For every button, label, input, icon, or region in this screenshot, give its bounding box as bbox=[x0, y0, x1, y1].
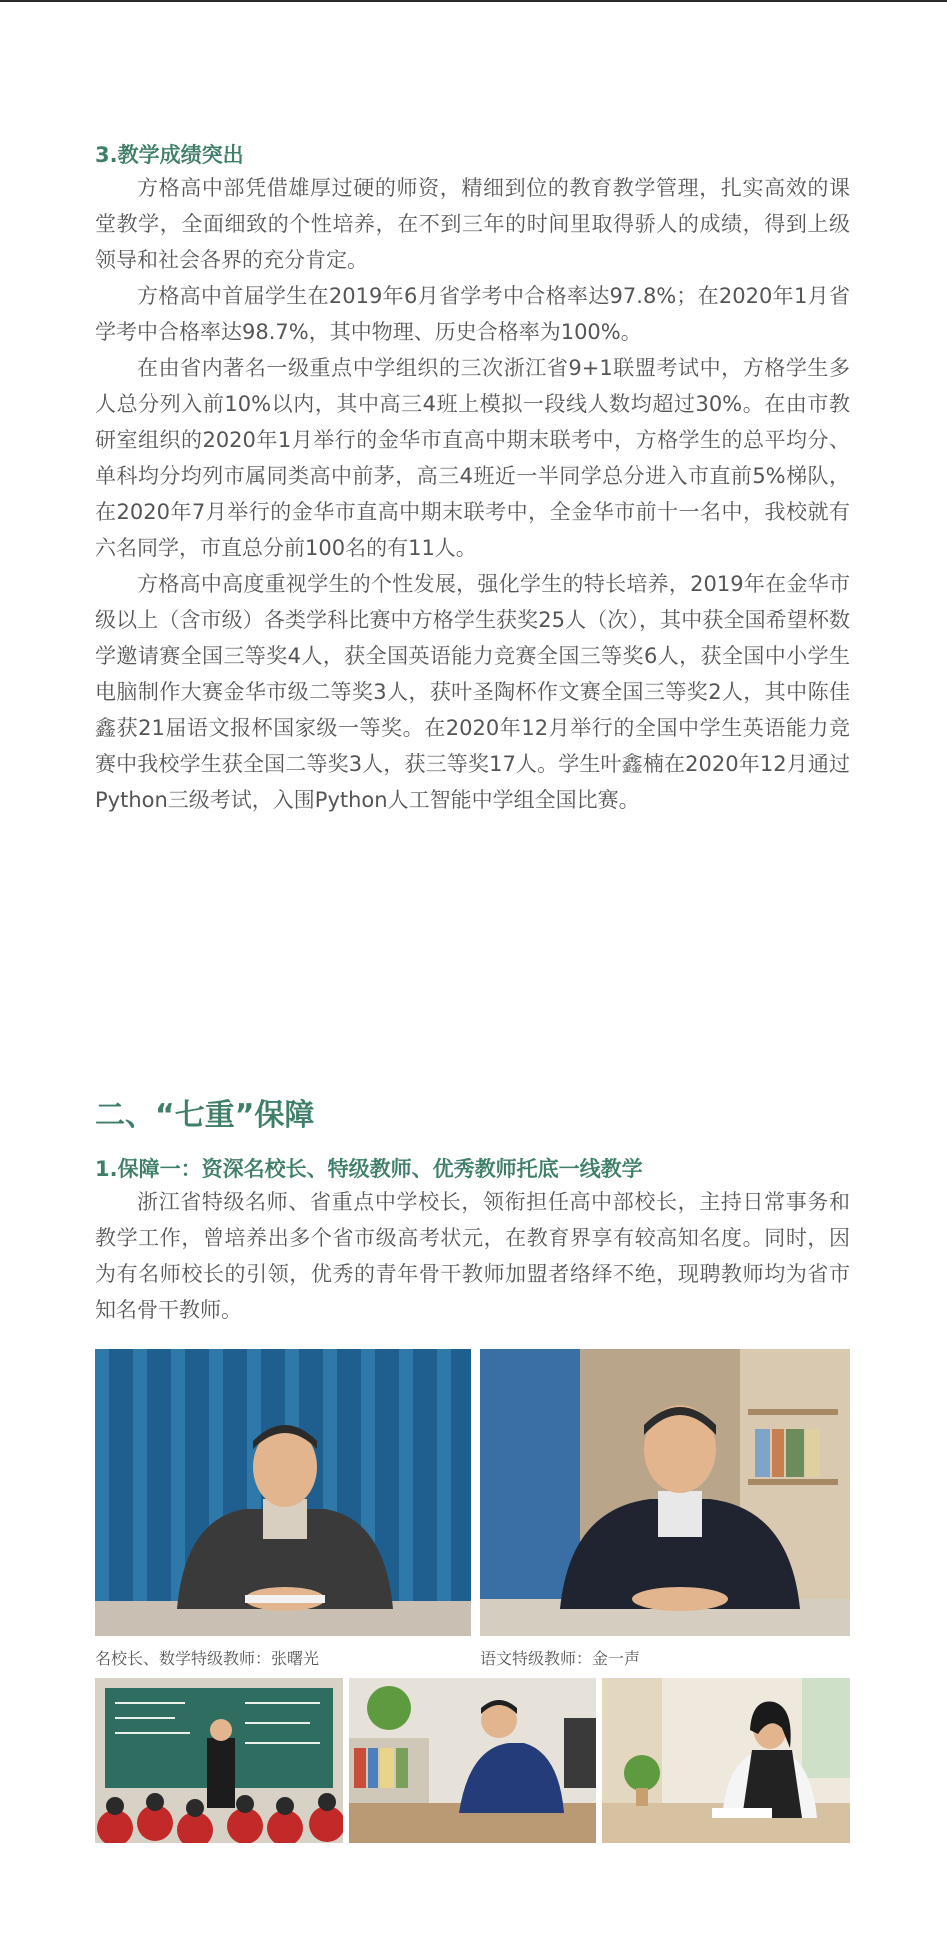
caption-principal: 名校长、数学特级教师：张曙光 bbox=[95, 1649, 320, 1668]
photo-chinese-teacher bbox=[480, 1349, 850, 1636]
section-two-title: 二、“七重”保障 bbox=[95, 1098, 315, 1133]
photo-principal bbox=[95, 1349, 471, 1636]
section-3-title: 3.教学成绩突出 bbox=[95, 143, 244, 167]
guarantee-1-title: 1.保障一：资深名校长、特级教师、优秀教师托底一线教学 bbox=[95, 1157, 643, 1181]
paragraph-2: 方格高中首届学生在2019年6月省学考中合格率达97.8%；在2020年1月省学考中合格率达98.7%，其中物理、历史合格率为100%。 bbox=[95, 284, 850, 344]
paragraph-3: 在由省内著名一级重点中学组织的三次浙江省9+1联盟考试中，方格学生多人总分列入前10%以内，其中高三4班上模拟一段线人数均超过30%。在由市教研室组织的2020年1月举行的金华市直高中期末联考中，方格学生的总平均分、单科均分均列市属同类高中前茅，高三4班近一半同学总分进入市直前5%梯队，在2020年7月举行的金华市直高中期末联考中，全金华市前十一名中，我校就有六名同学，市直总分前100名的有11人。 bbox=[95, 356, 850, 560]
caption-chinese-teacher: 语文特级教师：金一声 bbox=[480, 1649, 641, 1668]
section-teaching-results bbox=[95, 142, 850, 818]
photo-female-teacher bbox=[602, 1678, 850, 1843]
guarantee-1-paragraph: 浙江省特级名师、省重点中学校长，领衔担任高中部校长，主持日常事务和教学工作，曾培养出多个省市级高考状元，在教育界享有较高知名度。同时，因为有名师校长的引领，优秀的青年骨干教师加盟者络绎不绝，现聘教师均为省市知名骨干教师。 bbox=[95, 1190, 850, 1322]
section-seven-guarantees bbox=[95, 1096, 850, 1328]
paragraph-1: 方格高中部凭借雄厚过硬的师资，精细到位的教育教学管理，扎实高效的课堂教学，全面细致的个性培养，在不到三年的时间里取得骄人的成绩，得到上级领导和社会各界的充分肯定。 bbox=[95, 176, 850, 272]
photo-teacher-office bbox=[349, 1678, 596, 1843]
top-border-line bbox=[0, 0, 947, 2]
photo-classroom bbox=[95, 1678, 343, 1843]
paragraph-4: 方格高中高度重视学生的个性发展，强化学生的特长培养，2019年在金华市级以上（含市级）各类学科比赛中方格学生获奖25人（次），其中获全国希望杯数学邀请赛全国三等奖4人，获全国英语能力竞赛全国三等奖6人，获全国中小学生电脑制作大赛金华市级二等奖3人，获叶圣陶杯作文赛全国三等奖2人，其中陈佳鑫获21届语文报杯国家级一等奖。在2020年12月举行的全国中学生英语能力竞赛中我校学生获全国二等奖3人，获三等奖17人。学生叶鑫楠在2020年12月通过Python三级考试，入围Python人工智能中学组全国比赛。 bbox=[95, 572, 850, 812]
